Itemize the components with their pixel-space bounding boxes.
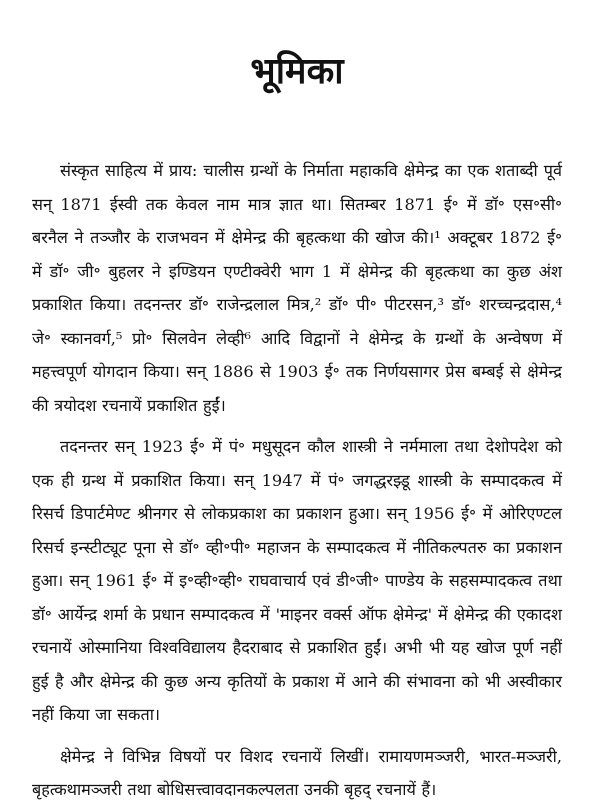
paragraph-3: क्षेमेन्द्र ने विभिन्न विषयों पर विशद रचनायें लिखीं। रामायणमञ्जरी, भारत-मञ्जरी, बृहत्कथामञ्जरी तथा बोधिसत्त्वावदानकल्पलता उनकी बृहद् रचनायें हैं। [32, 746, 562, 799]
paragraph-2: तदनन्तर सन् 1923 ई॰ में पं॰ मधुसूदन कौल शास्त्री ने नर्ममाला तथा देशोपदेश को एक ही ग्रन्थ में प्रकाशित किया। सन् 1947 में पं॰ जगद्धरझ्डू शास्त्री के सम्पादकत्व में रिसर्च डिपार्टमेण्ट श्रीनगर से लोकप्रकाश का प्रकाशन हुआ। सन् 1956 ई॰ में ओरिएण्टल रिसर्च इन्स्टीट्यूट पूना से डॉ॰ व्ही॰पी॰ महाजन के सम्पादकत्व में नीतिकल्पतरु का प्रकाशन हुआ। सन् 1961 ई॰ में इ॰व्ही॰व्ही॰ राघवाचार्य एवं डी॰जी॰ पाण्डेय के सहसम्पादकत्व तथा डॉ॰ आर्येन्द्र शर्मा के प्रधान सम्पादकत्व में 'माइनर वर्क्स ऑफ क्षेमेन्द्र' में क्षेमेन्द्र की एकादश रचनायें ओस्मानिया विश्वविद्यालय हैदराबाद से प्रकाशित हुईं। अभी भी यह खोज पूर्ण नहीं हुई है और क्षेमेन्द्र की कुछ अन्य कृतियों के प्रकाश में आने की संभावना को भी अस्वीकार नहीं किया जा सकता। [32, 437, 562, 724]
paragraph-1: संस्कृत साहित्य में प्राय: चालीस ग्रन्थों के निर्माता महाकवि क्षेमेन्द्र का एक शताब्दी पूर्व सन् 1871 ईस्वी तक केवल नाम मात्र ज्ञात था। सितम्बर 1871 ई॰ में डॉ॰ एस॰सी॰ बरनैल ने तञ्जौर के राजभवन में क्षेमेन्द्र की बृहत्कथा की खोज की।¹ अक्टूबर 1872 ई॰ में डॉ॰ जी॰ बुहलर ने इण्डियन एण्टीक्वेरी भाग 1 में क्षेमेन्द्र की बृहत्कथा का कुछ अंश प्रकाशित किया। तदनन्तर डॉ॰ राजेन्द्रलाल मित्र,² डॉ॰ पी॰ पीटरसन,³ डॉ॰ शरच्चन्द्रदास,⁴ जे॰ स्कानवर्ग,⁵ प्रो॰ सिलवेन लेव्ही⁶ आदि विद्वानों ने क्षेमेन्द्र के ग्रन्थों के अन्वेषण में महत्त्वपूर्ण योगदान किया। सन् 1886 से 1903 ई॰ तक निर्णयसागर प्रेस बम्बई से क्षेमेन्द्र की त्रयोदश रचनायें प्रकाशित हुईं। [32, 161, 562, 415]
page-title: भूमिका [250, 51, 344, 92]
body-text [32, 154, 562, 807]
